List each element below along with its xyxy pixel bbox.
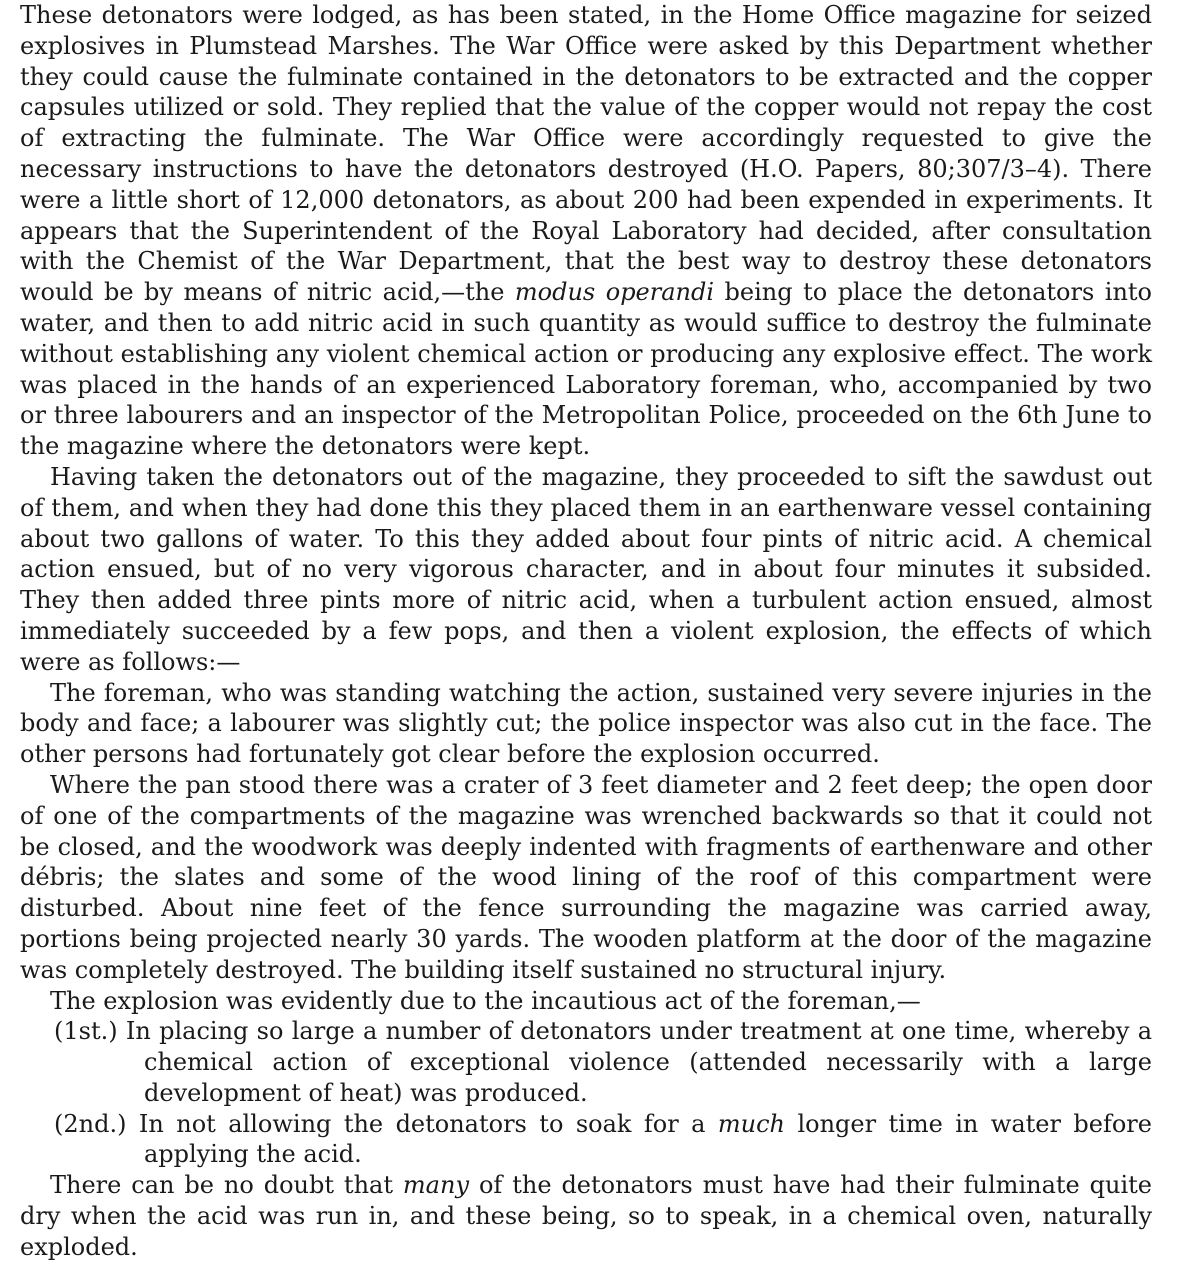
list-item-first-cause: (1st.) In placing so large a number of detonators under treatment at one time, whereby a chemical action of exceptional violence (attended necessarily with a large development of heat) was produced.	[54, 1017, 1152, 1107]
paragraph-text: being to place the detonators into water, and then to add nitric acid in such quantity as would suffice to destroy the fulminate without establishing any violent chemical action or producing any explosive effect. The work was placed in the hands of an experienced Laboratory foreman, who, accompanied by two or three labourers and an inspector of the Metropolitan Police, proceeded on the 6th June to the magazine where the detonators were kept.	[20, 278, 1152, 461]
paragraph-damage: Where the pan stood there was a crater of 3 feet diameter and 2 feet deep; the open door of one of the compartments of the magazine was wrenched backwards so that it could not be closed, and the woodwork was deeply indented with fragments of earthenware and other débris; the slates and some of the wood lining of the roof of this compartment were disturbed. About nine feet of the fence surrounding the magazine was carried away, portions being projected nearly 30 yards. The wooden platform at the door of the magazine was completely destroyed. The building itself sustained no structural injury.	[20, 770, 1152, 984]
paragraph-conclusion	[20, 1170, 1152, 1262]
list-item-text: (2nd.) In not allowing the detonators to soak for a	[54, 1109, 706, 1138]
paragraph-text: There can be no doubt that	[50, 1171, 393, 1200]
document-page	[20, 0, 1152, 1263]
paragraph-procedure: Having taken the detonators out of the magazine, they proceeded to sift the sawdust out of them, and when they had done this they placed them in an earthenware vessel containing about two gallons of water. To this they added about four pints of nitric acid. A chemical action ensued, but of no very vigorous character, and in about four minutes it subsided. They then added three pints more of nitric acid, when a turbulent action ensued, almost immediately succeeded by a few pops, and then a violent explosion, the effects of which were as follows:—	[20, 462, 1152, 676]
list-item-text: longer time in water before applying the acid.	[144, 1109, 1152, 1169]
paragraph-cause: The explosion was evidently due to the incautious act of the foreman,—	[50, 986, 921, 1015]
italic-word: many	[402, 1171, 470, 1200]
list-item-second-cause	[20, 1109, 1152, 1171]
paragraph-text: These detonators were lodged, as has been stated, in the Home Office magazine for seized explosives in Plumstead Marshes. The War Office were asked by this Department whether they could cause the fulminate contained in the detonators to be extracted and the copper capsules utilized or sold. They replied that the value of the copper would not repay the cost of extracting the fulminate. The War Office were accordingly requested to give the necessary instructions to have the detonators destroyed (H.O. Papers, 80;307/3–4). There were a little short of 12,000 detonators, as about 200 had been expended in experiments. It appears that the Superintendent of the Royal Laboratory had decided, after consultation with the Chemist of the War Department, that the best way to destroy these detonators would be by means of nitric acid,—the	[20, 1, 1152, 307]
italic-word: much	[717, 1109, 786, 1138]
paragraph-detonators-lodged	[20, 0, 1152, 462]
paragraph-text: of the detonators must have had their fulminate quite dry when the acid was run in, and these being, so to speak, in a chemical oven, naturally exploded.	[20, 1171, 1152, 1261]
italic-phrase: modus operandi	[514, 278, 715, 307]
paragraph-injuries: The foreman, who was standing watching the action, sustained very severe injuries in the body and face; a labourer was slightly cut; the police inspector was also cut in the face. The other persons had fortunately got clear before the explosion occurred.	[20, 678, 1152, 769]
